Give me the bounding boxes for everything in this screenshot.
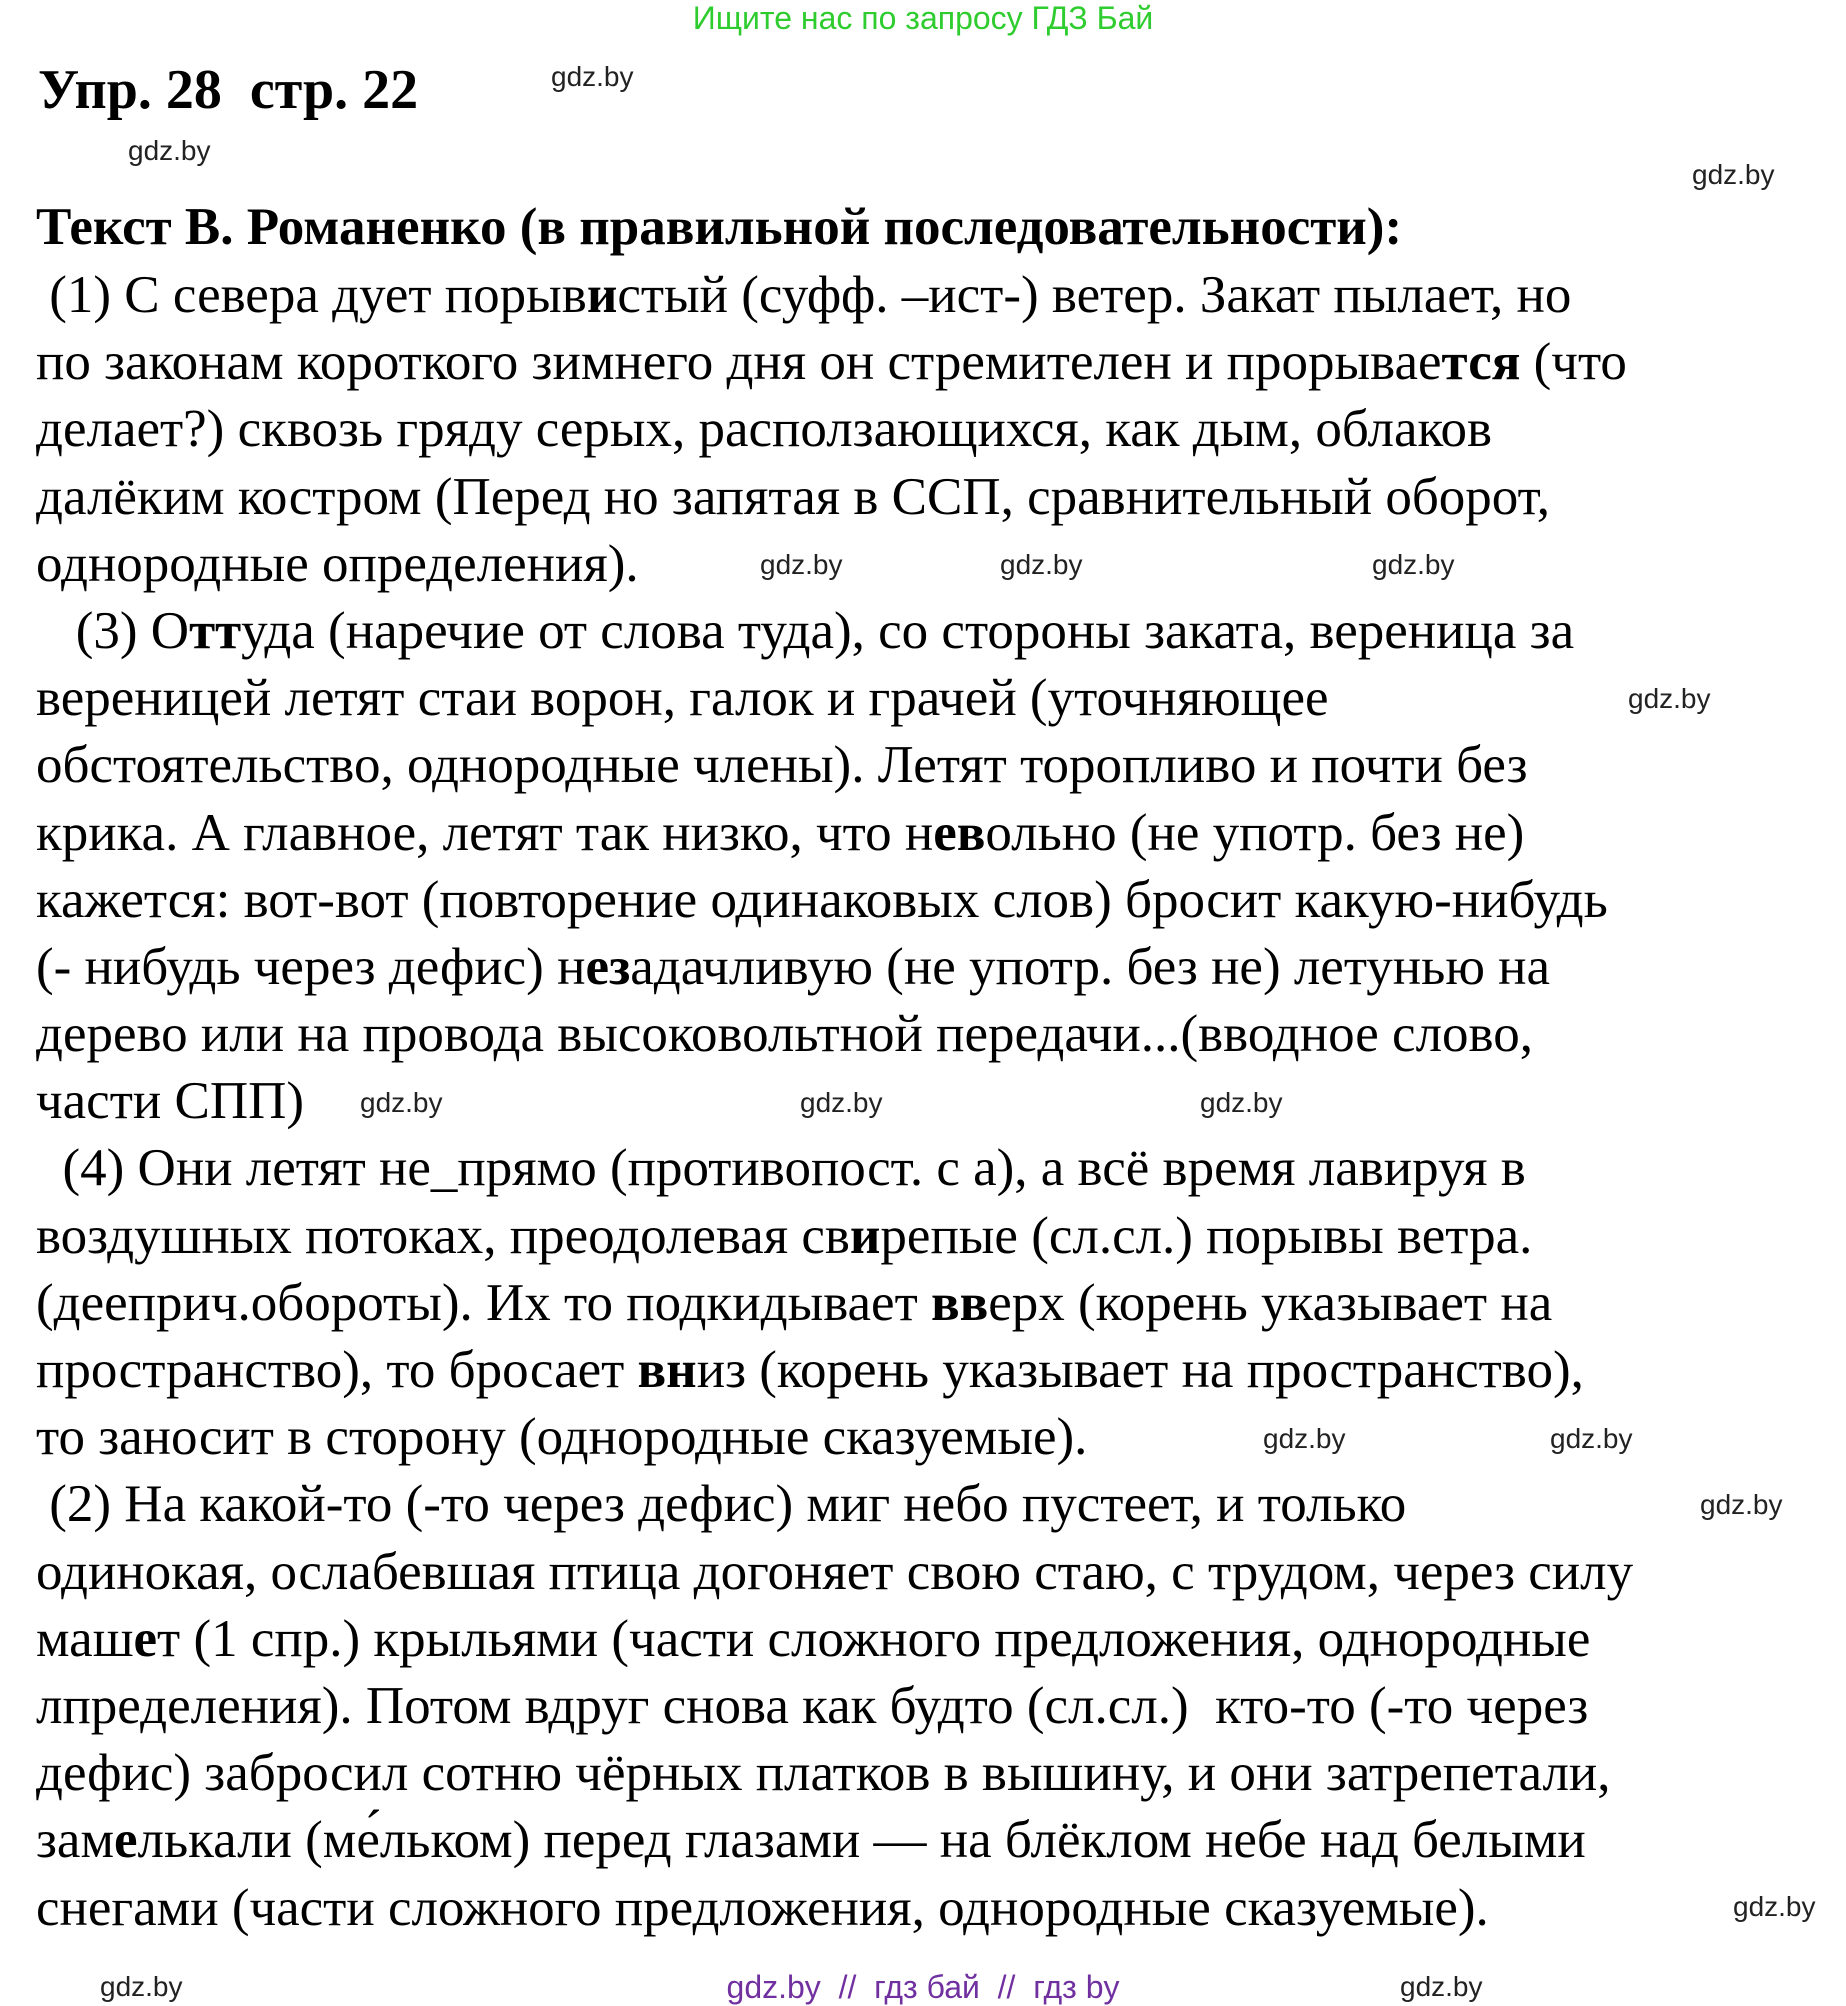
- text-segment: то заносит в сторону (однородные сказуемые).: [36, 1408, 1088, 1467]
- highlighted-letters: тся: [1441, 333, 1521, 392]
- text-segment: стый (суфф. –ист-) ветер. Закат пылает, но: [617, 266, 1572, 324]
- text-segment: одинокая, ослабевшая птица догоняет свою стаю, с трудом, через силу: [36, 1542, 1634, 1601]
- text-segment: маш: [36, 1609, 134, 1668]
- text-line: [36, 531, 639, 598]
- text-line: [36, 1001, 1533, 1068]
- text-segment: ольно (не употр. без не): [985, 803, 1525, 862]
- highlighted-letters: вн: [637, 1341, 697, 1399]
- text-segment: лпределения). Потом вдруг снова как будто (сл.сл.) кто-то (-то через: [36, 1676, 1589, 1735]
- text-line: [36, 1875, 1489, 1942]
- text-segment: крика. А главное, летят так низко, что н: [36, 803, 934, 862]
- text-line: [36, 1404, 1087, 1471]
- text-line: [36, 665, 1329, 732]
- watermark: gdz.by: [1400, 1971, 1483, 2002]
- watermark: gdz.by: [100, 1971, 183, 2002]
- watermark: gdz.by: [1372, 549, 1455, 580]
- watermark: gdz.by: [1550, 1423, 1633, 1454]
- watermark: gdz.by: [1263, 1423, 1346, 1454]
- watermark: gdz.by: [1200, 1087, 1283, 1118]
- watermark: gdz.by: [360, 1087, 443, 1118]
- watermark: gdz.by: [1733, 1891, 1816, 1922]
- text-segment: однородные определения).: [36, 534, 639, 593]
- text-segment: (что: [1520, 333, 1627, 392]
- text-segment: т (1 спр.) крыльями (части сложного предложения, однородные: [157, 1609, 1591, 1668]
- watermark: gdz.by: [1000, 549, 1083, 580]
- text-line: [36, 1539, 1633, 1606]
- text-segment: снегами (части сложного предложения, однородные сказуемые).: [36, 1878, 1489, 1937]
- highlighted-letters: вв: [931, 1273, 989, 1332]
- text-segment: по законам короткого зимнего дня он стремителен и прорывае: [36, 333, 1442, 392]
- highlighted-letters: е: [133, 1609, 158, 1668]
- text-segment: воздушных потоках, преодолевая св: [36, 1206, 850, 1265]
- watermark: gdz.by: [800, 1087, 883, 1118]
- promo-banner[interactable]: Ищите нас по запросу ГДЗ Бай: [692, 0, 1154, 36]
- footer: [0, 1968, 1846, 2006]
- text-line: [36, 800, 1524, 867]
- text-segment: части СПП): [36, 1072, 305, 1131]
- exercise-title: Упр. 28 стр. 22: [38, 59, 419, 121]
- text-segment: из (корень указывает на пространство),: [696, 1341, 1584, 1399]
- text-segment: кажется: вот-вот (повторение одинаковых слов) бросит какую-нибудь: [36, 870, 1608, 929]
- watermark: gdz.by: [551, 61, 634, 92]
- highlighted-letters: ез: [585, 937, 631, 996]
- text-line: [36, 934, 1550, 1001]
- watermark: gdz.by: [128, 135, 211, 166]
- text-segment: зам: [36, 1811, 114, 1870]
- text-line: [36, 1471, 1406, 1538]
- watermark: gdz.by: [1628, 683, 1711, 714]
- text-line: [36, 598, 1574, 665]
- text-segment: уда (наречие от слова туда), со стороны заката, вереница за: [241, 601, 1575, 660]
- text-segment: (4) Они летят не_прямо (противопост. с а), а всё время лавируя в: [36, 1139, 1526, 1198]
- watermark: gdz.by: [1700, 1489, 1783, 1520]
- highlighted-letters: ев: [933, 803, 986, 862]
- text-line: [36, 1807, 1586, 1874]
- text-line: [36, 867, 1608, 934]
- text-line: [36, 1203, 1532, 1270]
- text-line: [36, 1270, 1552, 1337]
- text-segment: дерево или на провода высоковольтной передачи...(вводное слово,: [36, 1005, 1533, 1064]
- text-line: [36, 464, 1550, 531]
- text-line: [36, 396, 1492, 463]
- text-segment: обстоятельство, однородные члены). Летят торопливо и почти без: [36, 736, 1528, 795]
- text-segment: (3) О: [36, 601, 190, 660]
- highlighted-letters: е: [114, 1811, 138, 1870]
- highlighted-letters: и: [586, 266, 618, 324]
- text-segment: (дееприч.обороты). Их то подкидывает: [36, 1273, 931, 1332]
- text-segment: репые (сл.сл.) порывы ветра.: [880, 1206, 1533, 1265]
- text-segment: ерх (корень указывает на: [988, 1273, 1553, 1332]
- text-line: [36, 1673, 1588, 1740]
- text-line: [36, 732, 1528, 799]
- text-heading: Текст В. Романенко (в правильной последовательности):: [36, 198, 1403, 256]
- text-segment: дефис) забросил сотню чёрных платков в вышину, и они затрепетали,: [36, 1744, 1611, 1803]
- text-segment: лькали (ме́льком) перед глазами — на блёклом небе над белыми: [137, 1811, 1586, 1870]
- text-segment: (- нибудь через дефис) н: [36, 937, 586, 996]
- text-line: [36, 1135, 1526, 1202]
- text-line: [36, 1068, 304, 1135]
- text-line: [36, 1606, 1590, 1673]
- watermark: gdz.by: [760, 549, 843, 580]
- highlighted-letters: и: [849, 1206, 881, 1265]
- text-line: [36, 262, 1571, 329]
- text-line: [36, 1337, 1584, 1404]
- text-segment: делает?) сквозь гряду серых, расползающихся, как дым, облаков: [36, 400, 1493, 459]
- text-line: [36, 1740, 1611, 1807]
- text-segment: (1) С севера дует порыв: [36, 266, 587, 324]
- text-segment: далёким костром (Перед но запятая в ССП, сравнительный оборот,: [36, 467, 1551, 526]
- footer-links[interactable]: gdz.by // гдз бай // гдз by: [726, 1969, 1120, 2005]
- watermark: gdz.by: [1692, 159, 1775, 190]
- text-segment: (2) На какой-то (-то через дефис) миг небо пустеет, и только: [36, 1475, 1407, 1534]
- text-segment: пространство), то бросает: [36, 1341, 638, 1399]
- text-segment: вереницей летят стаи ворон, галок и грачей (уточняющее: [36, 669, 1329, 728]
- text-segment: адачливую (не употр. без не) летунью на: [630, 937, 1551, 996]
- highlighted-letters: тт: [189, 601, 242, 660]
- text-line: [36, 329, 1627, 396]
